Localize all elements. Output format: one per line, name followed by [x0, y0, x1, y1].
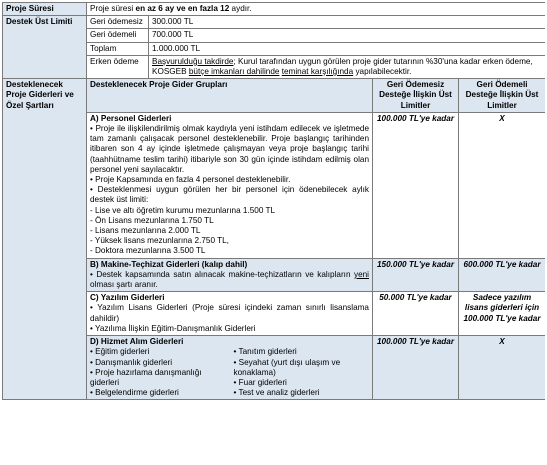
services-columns: [90, 347, 369, 398]
education-level-item: - Doktora mezunlarına 3.500 TL: [90, 246, 206, 256]
machinery-cell: [87, 258, 373, 292]
personnel-bullet: • Proje ile ilişkilendirilmiş olmak kaydıyla yeni istihdam edilecek ve işletmede tam zamanlı çalışacak personel desteklenebilir. Proje başlangıç tarihinden itibaren son 4 ay içinde işletmede çalışmayan veya proje başlangıç tarihi (taahhütname teslim tarihi) itibariyle son 30 gün içinde istihdam edilmiş olan personel yeni sayılacaktır.: [90, 124, 369, 174]
duration-label: Proje Süresi: [3, 3, 87, 16]
duration-text-suffix: aydır.: [229, 4, 252, 13]
limit-value: 1.000.000 TL: [149, 42, 546, 55]
limit-key: Erken ödeme: [87, 55, 149, 78]
service-item: • Proje hazırlama danışmanlığı giderleri: [90, 367, 202, 387]
header-groups: Desteklenecek Proje Gider Grupları: [87, 79, 373, 113]
services-cell: [87, 336, 373, 400]
expenses-label: Desteklenecek Proje Giderleri ve Özel Şartları: [3, 79, 87, 400]
education-level-item: - Lisans mezunlarına 2.000 TL: [90, 226, 201, 236]
expenses-header-row: [3, 79, 546, 113]
services-column-right: [226, 347, 370, 398]
limit-key: Geri ödemesiz: [87, 16, 149, 29]
software-nonrefundable-limit: 50.000 TL'ye kadar: [373, 292, 459, 336]
duration-row: [3, 3, 546, 16]
personnel-refundable-limit: X: [459, 112, 546, 258]
machinery-title: B) Makine-Teçhizat Giderleri (kalıp dahil): [90, 259, 248, 269]
services-refundable-limit: X: [459, 336, 546, 400]
limit-key: Toplam: [87, 42, 149, 55]
education-level-item: - Ön Lisans mezunlarına 1.750 TL: [90, 215, 214, 225]
service-item: • Belgelendirme giderleri: [90, 388, 179, 398]
limit-value: 300.000 TL: [149, 16, 546, 29]
education-level-item: - Yüksek lisans mezunlarına 2.750 TL,: [90, 236, 229, 246]
service-item: • Fuar giderleri: [233, 377, 287, 387]
service-item: • Tanıtım giderleri: [233, 347, 297, 357]
support-program-document: [2, 2, 545, 463]
machinery-refundable-limit: 600.000 TL'ye kadar: [459, 258, 546, 292]
personnel-cell: [87, 112, 373, 258]
software-bullet: • Yazılıma İlişkin Eğitim-Danışmanlık Giderleri: [90, 323, 256, 333]
duration-value: [87, 3, 546, 16]
service-item: • Test ve analiz giderleri: [233, 388, 320, 398]
header-refundable: Geri Ödemeli Desteğe İlişkin Üst Limitler: [459, 79, 546, 113]
personnel-nonrefundable-limit: 100.000 TL'ye kadar: [373, 112, 459, 258]
software-bullet: • Yazılım Lisans Giderleri (Proje süresi içindeki zaman sınırlı lisanslama dahildir): [90, 303, 369, 323]
service-item: • Seyahat (yurt dışı ulaşım ve konaklama): [233, 357, 341, 377]
header-nonrefundable: Geri Ödemesiz Desteğe İlişkin Üst Limitler: [373, 79, 459, 113]
service-item: • Danışmanlık giderleri: [90, 357, 173, 367]
personnel-title: A) Personel Giderleri: [90, 113, 172, 123]
early-payment-text: Başvurulduğu takdirde; Kurul tarafından uygun görülen proje gider tutarının %30'una kadar erken ödeme, KOSGEB bütçe imkanları dahilinde teminat karşılığında yapılabilecektir.: [149, 55, 546, 78]
software-refundable-limit: Sadece yazılım lisans giderleri için 100.000 TL'ye kadar: [459, 292, 546, 336]
software-title: C) Yazılım Giderleri: [90, 293, 165, 303]
limit-key: Geri ödemeli: [87, 29, 149, 42]
service-item: • Eğitim giderleri: [90, 347, 150, 357]
duration-text-prefix: Proje süresi: [90, 4, 136, 13]
duration-text-bold: en az 6 ay ve en fazla 12: [135, 4, 230, 13]
limit-value: 700.000 TL: [149, 29, 546, 42]
machinery-nonrefundable-limit: 150.000 TL'ye kadar: [373, 258, 459, 292]
program-table: [2, 2, 545, 400]
limit-row-nonrefundable: [3, 16, 546, 29]
education-level-item: - Lise ve altı öğretim kurumu mezunlarına 1.500 TL: [90, 205, 276, 215]
support-limit-label: Destek Üst Limiti: [3, 16, 87, 79]
machinery-bullet: • Destek kapsamında satın alınacak makine-teçhizatların ve kalıpların yeni olması şartı aranır.: [90, 269, 369, 290]
services-title: D) Hizmet Alım Giderleri: [90, 337, 184, 347]
software-cell: [87, 292, 373, 336]
services-nonrefundable-limit: 100.000 TL'ye kadar: [373, 336, 459, 400]
personnel-bullet: • Desteklenmesi uygun görülen her bir personel için ödenebilecek aylık destek üst limiti:: [90, 185, 369, 205]
services-column-left: [90, 347, 226, 398]
personnel-bullet: • Proje Kapsamında en fazla 4 personel desteklenebilir.: [90, 175, 291, 185]
